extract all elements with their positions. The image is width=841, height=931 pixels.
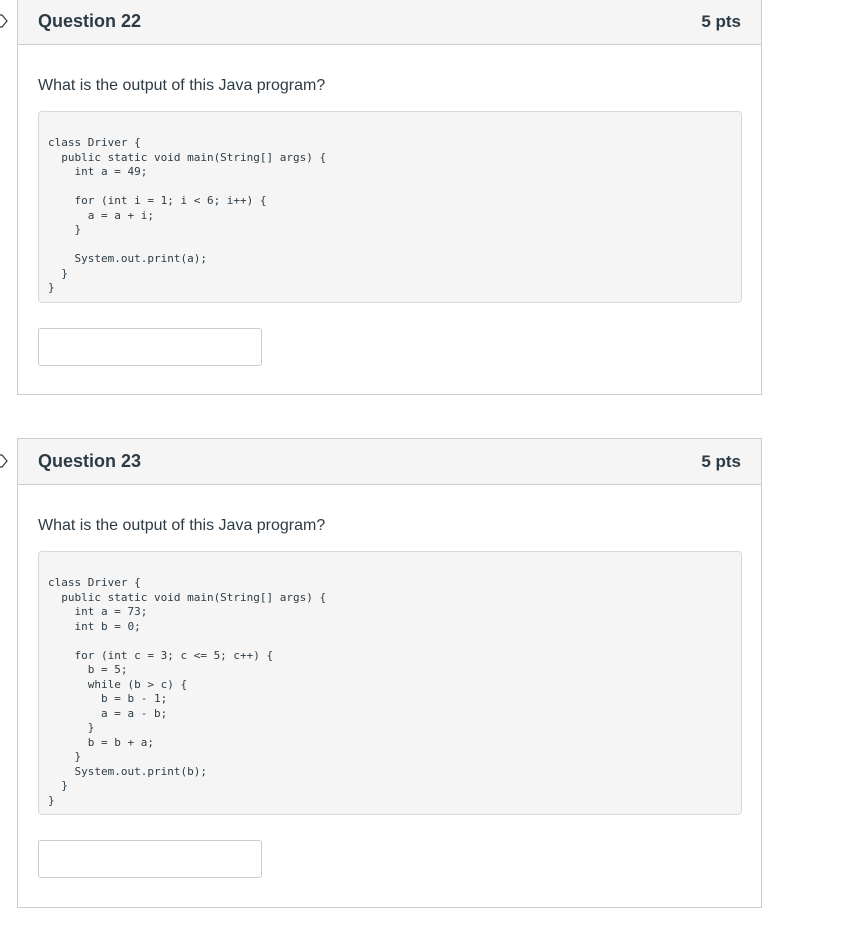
question-card-22: [17, 0, 762, 395]
question-flag-icon[interactable]: [0, 454, 8, 468]
answer-input[interactable]: [38, 840, 262, 878]
code-text: class Driver { public static void main(String[] args) { int a = 49; for (int i = 1; i < 6; i++) { a = a + i; } System.out.print(a); } }: [48, 136, 327, 294]
question-card-23: [17, 438, 762, 908]
question-title: Question 23: [38, 451, 142, 471]
question-prompt: What is the output of this Java program?: [38, 517, 326, 534]
question-header: [18, 0, 761, 45]
question-title: Question 22: [38, 11, 142, 31]
question-points: 5 pts: [701, 12, 741, 31]
question-flag-icon[interactable]: [0, 14, 8, 28]
question-header: [18, 439, 761, 485]
question-prompt: What is the output of this Java program?: [38, 77, 326, 94]
code-text: class Driver { public static void main(String[] args) { int a = 73; int b = 0; for (int c = 3; c <= 5; c++) { b = 5; while (b > c) { b = b - 1; a = a - b; } b = b + a; } System.out.print(b); } }: [48, 576, 327, 807]
question-points: 5 pts: [701, 452, 741, 471]
code-block: [38, 551, 742, 815]
code-block: [38, 111, 742, 303]
answer-input[interactable]: [38, 328, 262, 366]
